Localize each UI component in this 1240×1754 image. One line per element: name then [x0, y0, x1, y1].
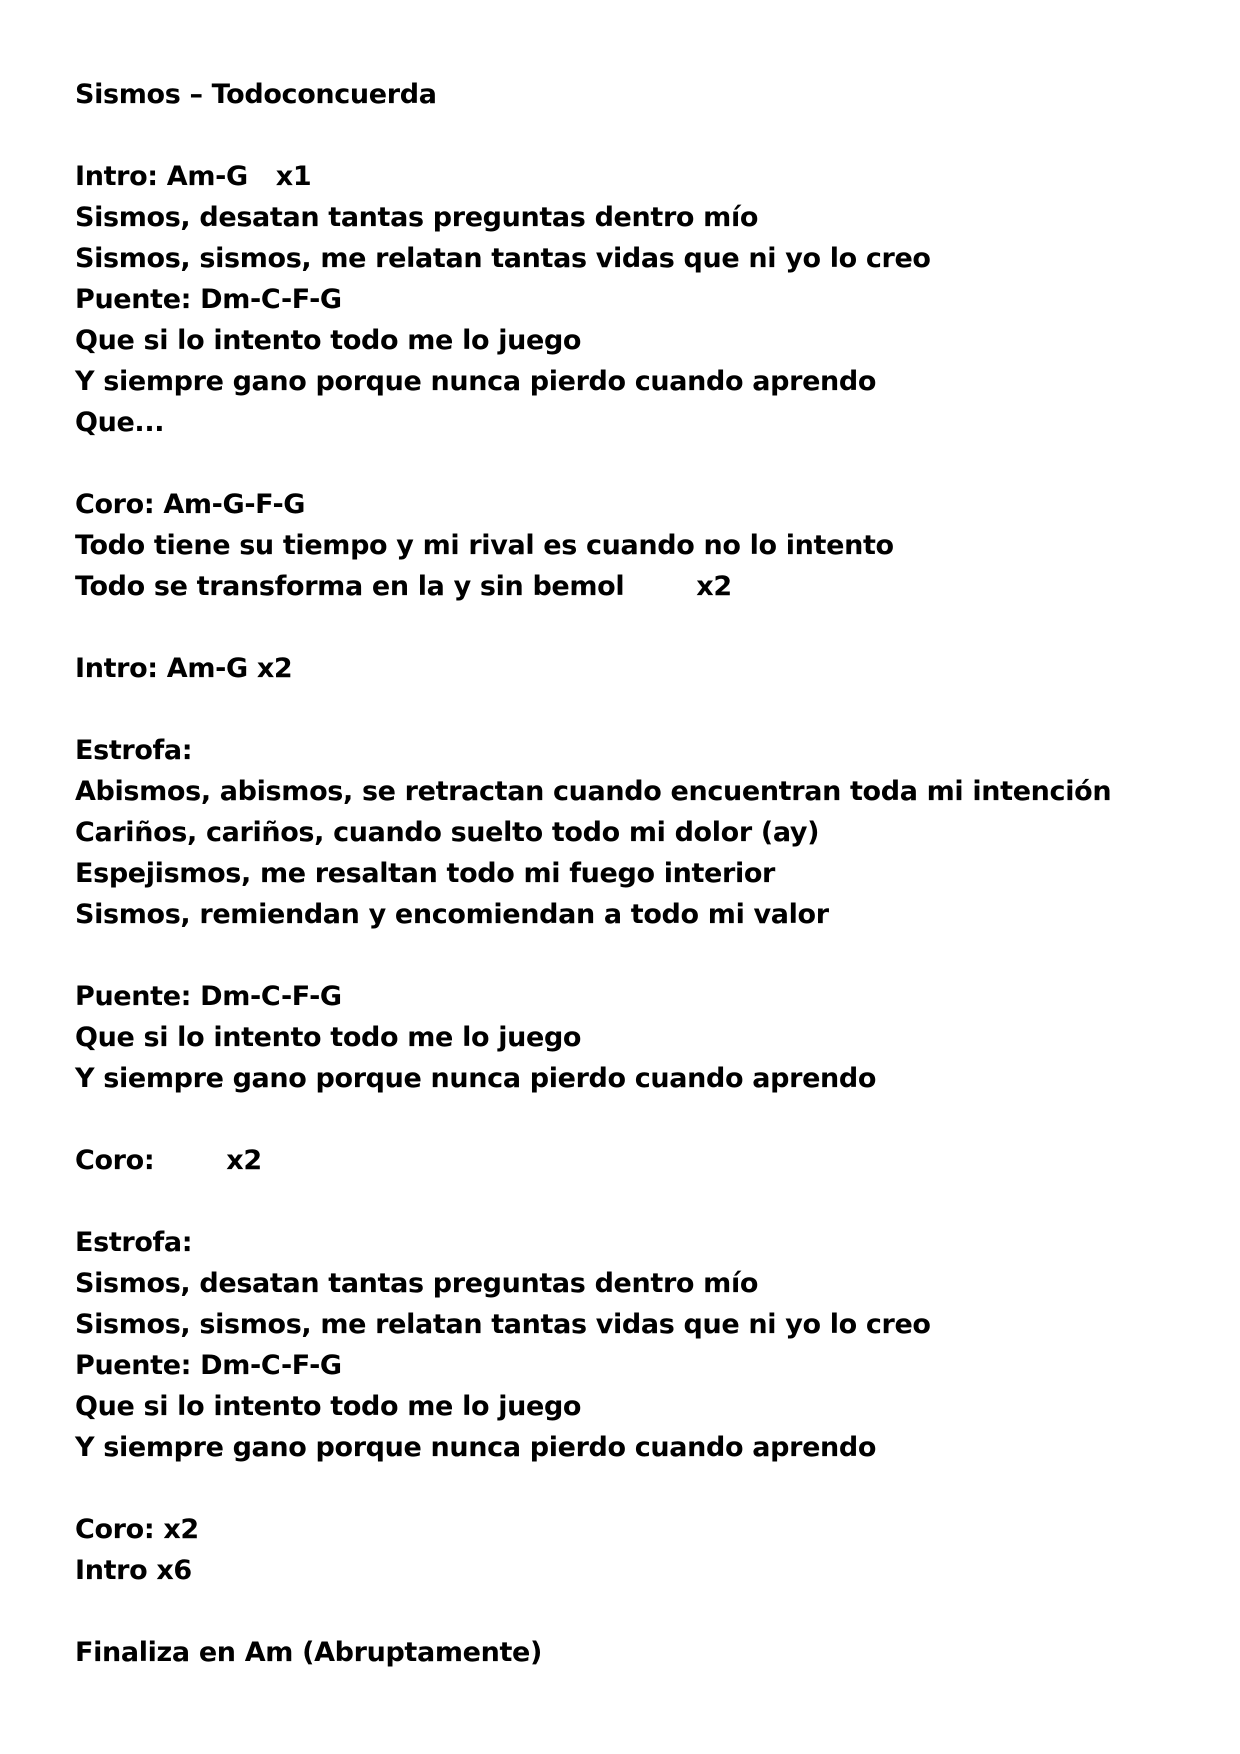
blank-line	[75, 1099, 1175, 1140]
chorus-repeat-line: Coro: x2	[75, 1514, 199, 1545]
intro-line	[75, 156, 1175, 197]
blank-line	[75, 607, 1175, 648]
ending-line: Finaliza en Am (Abruptamente)	[75, 1637, 542, 1668]
intro-repeat: x1	[275, 161, 312, 192]
song-title: Sismos – Todoconcuerda	[75, 79, 437, 110]
blank-line	[75, 1591, 1175, 1632]
blank-line	[75, 1181, 1175, 1222]
lyric-line: Que si lo intento todo me lo juego	[75, 325, 582, 356]
verse-heading: Estrofa:	[75, 1227, 193, 1258]
lyric-line: Abismos, abismos, se retractan cuando encuentran toda mi intención	[75, 776, 1112, 807]
chorus-last-line	[75, 566, 1175, 607]
lyric-line: Cariños, cariños, cuando suelto todo mi dolor (ay)	[75, 817, 820, 848]
lyric-line: Y siempre gano porque nunca pierdo cuando aprendo	[75, 1063, 877, 1094]
blank-line	[75, 115, 1175, 156]
lyric-line: Todo tiene su tiempo y mi rival es cuando no lo intento	[75, 530, 894, 561]
chorus-repeat-line	[75, 1140, 1175, 1181]
lyric-line: Sismos, sismos, me relatan tantas vidas que ni yo lo creo	[75, 1309, 931, 1340]
verse-heading: Estrofa:	[75, 735, 193, 766]
lyric-line: Sismos, desatan tantas preguntas dentro mío	[75, 202, 759, 233]
chorus-label: Coro:	[75, 1145, 155, 1176]
blank-line	[75, 443, 1175, 484]
chord-sheet	[75, 74, 1175, 1673]
bridge-heading: Puente: Dm-C-F-G	[75, 1350, 342, 1381]
intro-line: Intro: Am-G x2	[75, 653, 293, 684]
intro-chords: Intro: Am-G	[75, 161, 248, 192]
chorus-repeat: x2	[226, 1145, 262, 1176]
lyric-line: Y siempre gano porque nunca pierdo cuando aprendo	[75, 366, 877, 397]
bridge-heading: Puente: Dm-C-F-G	[75, 981, 342, 1012]
bridge-heading: Puente: Dm-C-F-G	[75, 284, 342, 315]
lyric-line: Sismos, desatan tantas preguntas dentro mío	[75, 1268, 759, 1299]
lyric-line: Espejismos, me resaltan todo mi fuego interior	[75, 858, 776, 889]
blank-line	[75, 935, 1175, 976]
lyric-line: Que...	[75, 407, 165, 438]
chorus-repeat: x2	[696, 571, 732, 602]
intro-repeat-line: Intro x6	[75, 1555, 192, 1586]
lyric-line: Sismos, remiendan y encomiendan a todo mi valor	[75, 899, 829, 930]
lyric-text: Todo se transforma en la y sin bemol	[75, 571, 625, 602]
lyric-line: Que si lo intento todo me lo juego	[75, 1022, 582, 1053]
lyric-line: Sismos, sismos, me relatan tantas vidas que ni yo lo creo	[75, 243, 931, 274]
chorus-heading: Coro: Am-G-F-G	[75, 489, 306, 520]
lyric-line: Que si lo intento todo me lo juego	[75, 1391, 582, 1422]
blank-line	[75, 1468, 1175, 1509]
lyric-line: Y siempre gano porque nunca pierdo cuando aprendo	[75, 1432, 877, 1463]
blank-line	[75, 689, 1175, 730]
